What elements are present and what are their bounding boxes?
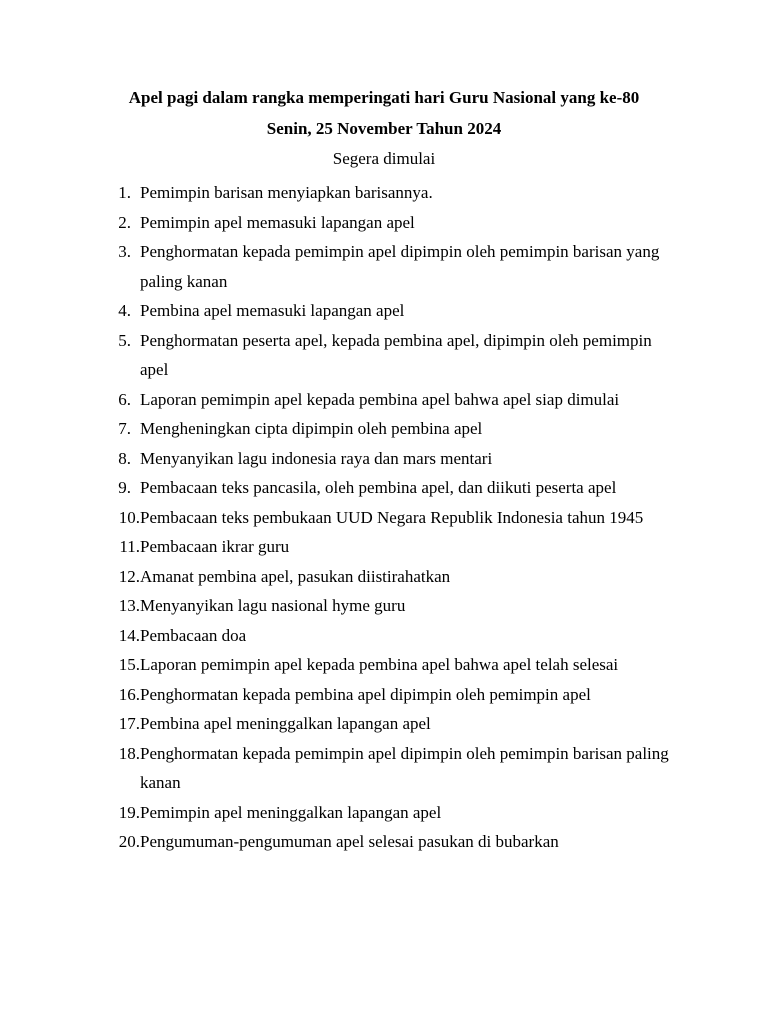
agenda-item-text: Pembina apel meninggalkan lapangan apel	[140, 714, 431, 733]
document-subtitle: Segera dimulai	[332, 149, 436, 168]
agenda-item-text: Laporan pemimpin apel kepada pembina apel bahwa apel telah selesai	[140, 655, 619, 674]
agenda-item	[108, 326, 748, 385]
agenda-item	[108, 739, 748, 798]
agenda-item-number: 14.	[118, 625, 140, 645]
agenda-item	[108, 532, 748, 562]
agenda-item-number: 6.	[118, 389, 131, 409]
agenda-item-number: 18.	[118, 743, 140, 763]
document-title: Apel pagi dalam rangka memperingati hari Guru Nasional yang ke-80	[128, 88, 640, 107]
agenda-item-number: 3.	[118, 242, 131, 261]
agenda-item-text: Pembacaan ikrar guru	[140, 537, 290, 556]
agenda-item	[108, 680, 748, 710]
agenda-item-text: Pengumuman-pengumuman apel selesai pasukan di bubarkan	[140, 832, 559, 851]
agenda-item-text: Pembacaan doa	[140, 625, 247, 645]
agenda-item	[108, 621, 748, 651]
agenda-item	[108, 444, 748, 474]
agenda-item-text: Penghormatan kepada pemimpin apel dipimpin oleh pemimpin barisan paling kanan	[140, 743, 669, 792]
agenda-item	[108, 798, 748, 828]
agenda-item-text: Pembacaan teks pembukaan UUD Negara Republik Indonesia tahun 1945	[140, 507, 644, 527]
agenda-item-number: 8.	[118, 448, 131, 468]
agenda-item	[108, 208, 748, 238]
agenda-item	[108, 591, 748, 621]
agenda-item-number: 17.	[118, 714, 140, 733]
agenda-item-text: Pembacaan teks pancasila, oleh pembina apel, dan diikuti peserta apel	[140, 478, 617, 497]
agenda-item	[108, 178, 748, 208]
agenda-item-number: 11.	[119, 537, 140, 556]
agenda-item-number: 13.	[118, 596, 140, 615]
agenda-item	[108, 296, 748, 326]
agenda-item-number: 20.	[118, 832, 140, 851]
agenda-item-number: 2.	[118, 212, 131, 232]
agenda-item	[108, 237, 748, 296]
agenda-item-text: Pemimpin apel memasuki lapangan apel	[140, 212, 415, 232]
agenda-item-text: Pemimpin apel meninggalkan lapangan apel	[140, 802, 442, 822]
agenda-item-number: 4.	[118, 301, 131, 320]
agenda-item-number: 19.	[118, 802, 140, 822]
agenda-item-text: Menyanyikan lagu indonesia raya dan mars mentari	[140, 448, 493, 468]
agenda-item-text: Menyanyikan lagu nasional hyme guru	[140, 596, 406, 615]
agenda-item	[108, 385, 748, 415]
agenda-item-number: 5.	[118, 330, 131, 350]
agenda-item-number: 1.	[118, 183, 131, 202]
agenda-item-text: Mengheningkan cipta dipimpin oleh pembina apel	[140, 419, 483, 438]
agenda-item	[108, 473, 748, 503]
agenda-item	[108, 414, 748, 444]
agenda-item-text: Amanat pembina apel, pasukan diistirahatkan	[140, 566, 451, 586]
agenda-item-text: Laporan pemimpin apel kepada pembina apel bahwa apel siap dimulai	[140, 389, 620, 409]
agenda-item-number: 12.	[118, 566, 140, 586]
agenda-list	[108, 178, 748, 857]
agenda-item-text: Pemimpin barisan menyiapkan barisannya.	[140, 183, 433, 202]
agenda-item	[108, 709, 748, 739]
document-date: Senin, 25 November Tahun 2024	[266, 119, 502, 138]
agenda-item-number: 7.	[118, 419, 131, 438]
agenda-item-text: Penghormatan kepada pembina apel dipimpin oleh pemimpin apel	[140, 684, 591, 704]
agenda-item	[108, 650, 748, 680]
agenda-item	[108, 827, 748, 857]
agenda-item-number: 10.	[118, 507, 140, 527]
agenda-item	[108, 562, 748, 592]
agenda-item-text: Penghormatan peserta apel, kepada pembina apel, dipimpin oleh pemimpin apel	[140, 330, 652, 379]
agenda-item-text: Pembina apel memasuki lapangan apel	[140, 301, 405, 320]
agenda-item-number: 9.	[118, 478, 131, 497]
agenda-item-text: Penghormatan kepada pemimpin apel dipimpin oleh pemimpin barisan yang paling kanan	[140, 242, 660, 291]
agenda-item-number: 16.	[118, 684, 140, 704]
agenda-item-number: 15.	[118, 655, 140, 674]
agenda-item	[108, 503, 748, 533]
